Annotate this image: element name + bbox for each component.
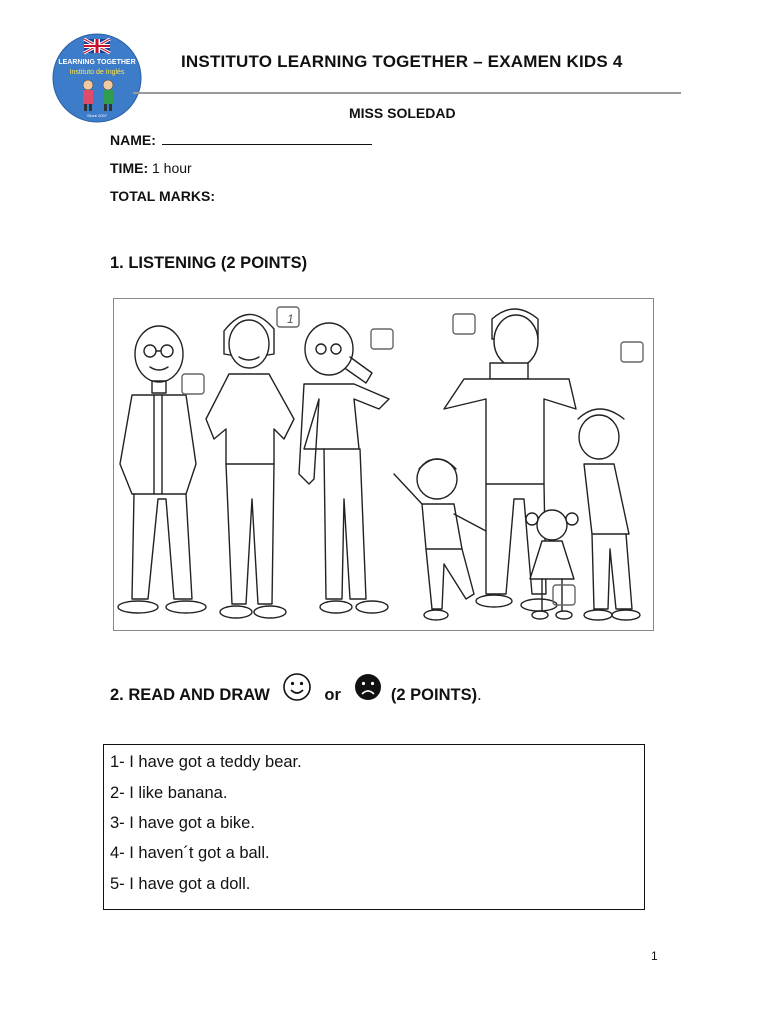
grandma-figure: [299, 323, 389, 613]
page-title: INSTITUTO LEARNING TOGETHER – EXAMEN KIDS 4: [181, 52, 623, 71]
answer-box-4: [553, 585, 575, 605]
time-field: [110, 160, 192, 176]
answer-box-3: [453, 314, 475, 334]
section2-period: .: [477, 686, 482, 704]
name-field: [110, 132, 372, 148]
time-label: TIME:: [110, 160, 149, 176]
logo-line1: LEARNING TOGETHER: [58, 59, 136, 66]
header-divider: [133, 92, 681, 94]
mother-figure: [206, 314, 294, 618]
or-word: or: [324, 686, 341, 704]
total-marks-field: [110, 188, 215, 204]
teen-boy-figure: [578, 409, 640, 620]
small-girl-figure: [526, 510, 578, 619]
answer-box-6: [182, 374, 204, 394]
sad-face-icon: [353, 672, 383, 702]
grandpa-figure: [118, 326, 206, 613]
name-label: NAME:: [110, 132, 156, 148]
family-picture: [113, 298, 654, 631]
small-boy-figure: [394, 459, 486, 620]
teacher-name: MISS SOLEDAD: [349, 105, 456, 121]
logo-line3: Since 2007: [86, 113, 108, 118]
section2-heading-start: 2. READ AND DRAW: [110, 686, 270, 704]
time-value: 1 hour: [152, 160, 192, 176]
section1-heading: 1. LISTENING (2 POINTS): [110, 254, 308, 272]
happy-face-icon: [282, 672, 312, 702]
section2-heading: [110, 686, 482, 716]
total-marks-label: TOTAL MARKS:: [110, 188, 215, 204]
sentence-2: 2- I like banana.: [110, 784, 228, 802]
section2-heading-end: (2 POINTS): [390, 686, 478, 704]
picture-box-number: 1: [287, 312, 294, 326]
school-logo: [50, 33, 144, 123]
sentence-3: 3- I have got a bike.: [110, 814, 255, 832]
sentence-1: 1- I have got a teddy bear.: [110, 753, 302, 771]
sentence-5: 5- I have got a doll.: [110, 875, 251, 893]
answer-box-2: [371, 329, 393, 349]
sentence-4: 4- I haven´t got a ball.: [110, 844, 270, 862]
logo-line2: Instituto de Inglés: [69, 69, 125, 76]
answer-box-5: [621, 342, 643, 362]
name-blank-line[interactable]: [162, 132, 372, 145]
page-number: 1: [651, 949, 658, 963]
